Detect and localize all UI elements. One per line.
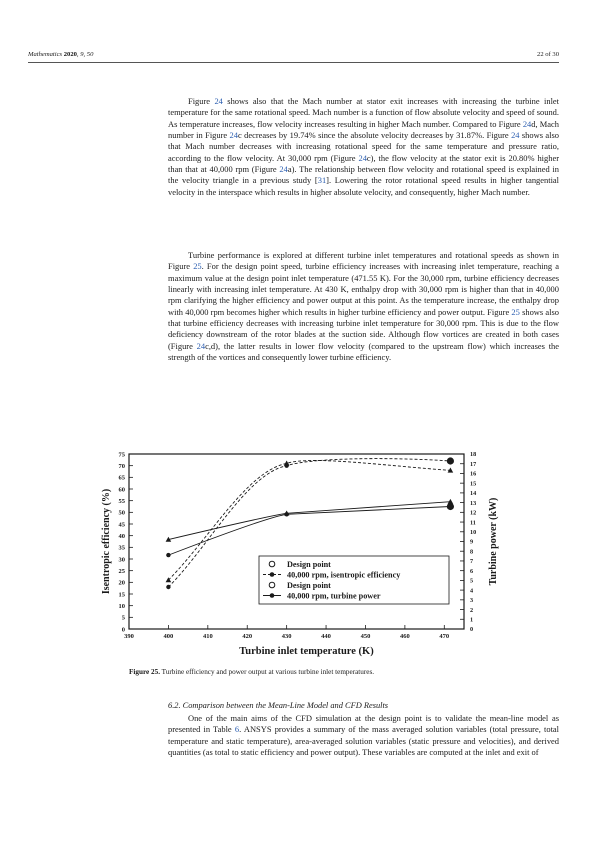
y-left-tick-label: 5 xyxy=(121,614,125,622)
legend-label: 40,000 rpm, turbine power xyxy=(287,591,381,601)
y-left-tick-label: 55 xyxy=(118,497,125,505)
y-left-tick-label: 0 xyxy=(121,626,125,634)
y-right-tick-label: 16 xyxy=(470,470,477,478)
y-right-tick-label: 13 xyxy=(470,499,477,507)
y-left-tick-label: 10 xyxy=(118,602,125,610)
legend-label: Design point xyxy=(287,560,331,569)
paragraph-comparison xyxy=(168,713,559,758)
legend-label: Design point xyxy=(287,581,331,590)
reference-link[interactable]: 24 xyxy=(196,340,206,351)
y-right-tick-label: 8 xyxy=(470,548,474,556)
y-right-tick-label: 5 xyxy=(470,577,474,585)
y-right-tick-label: 4 xyxy=(470,587,474,595)
journal-name: Mathematics xyxy=(28,51,63,58)
legend-marker xyxy=(270,572,275,577)
y-left-tick-label: 40 xyxy=(118,532,125,540)
chart-svg xyxy=(100,446,570,661)
y-right-tick-label: 15 xyxy=(470,480,477,488)
x-axis-label: Turbine inlet temperature (K) xyxy=(239,646,374,657)
y-right-tick-label: 1 xyxy=(470,616,474,624)
y-right-tick-label: 11 xyxy=(470,519,476,527)
y-right-tick-label: 18 xyxy=(470,451,477,459)
legend-label: 40,000 rpm, isentropic efficiency xyxy=(287,570,401,580)
x-tick-label: 440 xyxy=(321,633,331,640)
legend-marker xyxy=(270,593,275,598)
reference-link[interactable]: 24 xyxy=(214,96,223,106)
paragraph-mach-number xyxy=(168,96,559,198)
series-0-point xyxy=(447,457,454,464)
reference-link[interactable]: 24 xyxy=(279,164,288,175)
x-tick-label: 430 xyxy=(281,633,292,640)
y-left-tick-label: 60 xyxy=(118,486,125,494)
paragraph-text: Figure 24 shows also that the Mach number at stator exit increases with increasing the turbine inlet temperature for the same rotational speed. Mach number is a function of flow absolute velocity and speed of sound. As temperature increases, flow velocity increases resulting in higher Mach number. Compared to Figure 24d, Mach number in Figure 24c decreases by 19.74% since the absolute velocity decreases by 31.87%. Figure 24 shows also that Mach number decreases with increasing rotational speed for the same temperature and pressure ratio, according to the flow velocity. At 30,000 rpm (Figure 24c), the flow velocity at the stator exit is 20.80% higher than that at 40,000 rpm (Figure 24a). The relationship between flow velocity and rotational speed is explained in the velocity triangle in a previous study [31]. Lowering the rotor rotational speed results in higher tangential velocity in the interspace which results in higher absolute velocity, and consequently, higher Mach number. xyxy=(168,96,560,197)
reference-link[interactable]: 24 xyxy=(522,118,532,129)
y-right-tick-label: 3 xyxy=(470,597,474,605)
x-tick-label: 450 xyxy=(360,633,371,640)
legend-marker xyxy=(269,582,275,588)
reference-link[interactable]: 24 xyxy=(358,152,367,163)
series-3-line xyxy=(168,502,450,540)
y-right-tick-label: 14 xyxy=(470,490,477,498)
reference-link[interactable]: 31 xyxy=(317,175,327,186)
y-right-tick-label: 0 xyxy=(470,626,474,634)
y-left-tick-label: 20 xyxy=(118,579,125,587)
page-number: 22 of 30 xyxy=(537,51,559,58)
header-rule xyxy=(28,62,559,63)
y-left-tick-label: 30 xyxy=(118,556,125,564)
reference-link[interactable]: 25 xyxy=(511,306,520,317)
y-right-tick-label: 9 xyxy=(470,538,474,546)
reference-link[interactable]: 25 xyxy=(193,261,202,272)
journal-volume: , 9, 50 xyxy=(76,51,94,58)
reference-link[interactable]: 6 xyxy=(234,724,240,735)
y-left-axis-label: Isentropic efficiency (%) xyxy=(101,488,112,595)
y-right-tick-label: 2 xyxy=(470,606,474,614)
y-left-tick-label: 50 xyxy=(118,509,125,517)
x-tick-label: 460 xyxy=(400,633,410,640)
y-left-tick-label: 45 xyxy=(118,521,125,529)
section-heading: 6.2. Comparison between the Mean-Line Model and CFD Results xyxy=(168,701,389,710)
x-tick-label: 410 xyxy=(202,633,213,640)
journal-year: 2020 xyxy=(63,51,77,58)
y-left-tick-label: 70 xyxy=(118,462,125,470)
y-right-tick-label: 12 xyxy=(470,509,477,517)
y-left-tick-label: 35 xyxy=(118,544,125,552)
paragraph-text: One of the main aims of the CFD simulation at the design point is to validate the mean-line model as presented in Table 6. ANSYS provides a summary of the mass averaged solution variables (total pressure, total temperature and static temperature), area-averaged solution variables (static pressure and velocities), and derived quantities (as total to static efficiency and power output). These variables are computed at the inlet and exit of xyxy=(168,713,559,758)
caption-label: Figure 25. xyxy=(129,668,161,676)
y-left-tick-label: 75 xyxy=(118,451,125,459)
series-2-point xyxy=(166,553,170,557)
y-left-tick-label: 15 xyxy=(118,591,125,599)
y-right-tick-label: 6 xyxy=(470,567,474,575)
paragraph-text: Turbine performance is explored at different turbine inlet temperatures and rotational speeds as shown in Figure 25. For the design point speed, turbine efficiency increases with increasing inlet temperature, reaching a maximum value at the design point inlet temperature (471.55 K). For the 30,000 rpm, turbine efficiency decreases linearly with increasing inlet temperature. At 430 K, enthalpy drop with 30,000 rpm is higher than that in 40,000 rpm clarifying the higher efficiency and power output at this point. As the temperature increase, the enthalpy drop with 40,000 rpm becomes higher which results in higher turbine efficiency and power output. Figure 25 shows also that turbine efficiency decreases with increasing turbine inlet temperature for 30,000 rpm. This is due to the flow deficiency downstream of the rotor blades at the suction side. Although flow vortices are created in both cases (Figure 24c,d), the latter results in lower flow velocity (compared to the upstream flow) which increases the strength of the vortices and consequently lower turbine efficiency. xyxy=(168,250,560,363)
y-right-tick-label: 7 xyxy=(470,558,474,566)
series-2-line xyxy=(168,507,450,556)
legend-marker xyxy=(269,561,275,567)
paragraph-turbine-performance xyxy=(168,250,559,363)
y-right-tick-label: 17 xyxy=(470,460,477,468)
series-2-point xyxy=(447,503,454,510)
x-tick-label: 470 xyxy=(439,633,450,640)
figure-caption xyxy=(129,668,374,676)
y-left-tick-label: 25 xyxy=(118,567,125,575)
x-tick-label: 400 xyxy=(163,633,174,640)
y-left-tick-label: 65 xyxy=(118,474,125,482)
series-0-point xyxy=(166,585,170,589)
journal-citation xyxy=(28,51,93,58)
figure-25-chart xyxy=(100,446,570,661)
x-tick-label: 420 xyxy=(242,633,253,640)
reference-link[interactable]: 24 xyxy=(229,130,238,141)
caption-text: Turbine efficiency and power output at various turbine inlet temperatures. xyxy=(160,668,375,676)
x-tick-label: 390 xyxy=(124,633,134,640)
y-right-axis-label: Turbine power (kW) xyxy=(488,497,499,586)
reference-link[interactable]: 24 xyxy=(511,130,520,141)
y-right-tick-label: 10 xyxy=(470,528,477,536)
